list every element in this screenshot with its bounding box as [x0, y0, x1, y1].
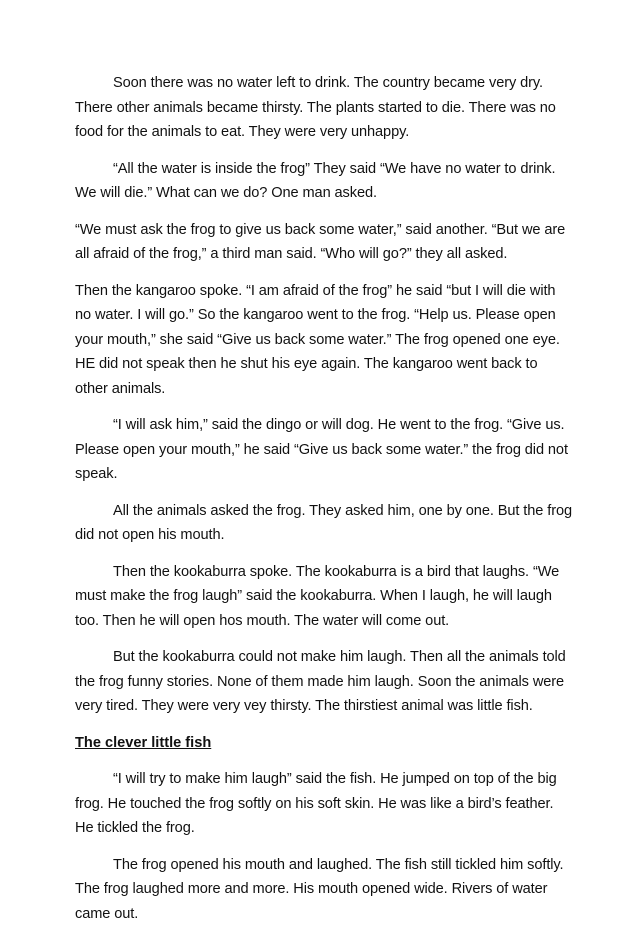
paragraph-1: Soon there was no water left to drink. The country became very dry. There other animals became thirsty. The plants started to die. There was no food for the animals to eat. They were very unhappy. [75, 71, 572, 145]
paragraph-7: Then the kookaburra spoke. The kookaburra is a bird that laughs. “We must make the frog laugh” said the kookaburra. When I laugh, he will laugh too. Then he will open hos mouth. The water will come out. [75, 560, 572, 634]
paragraph-4: Then the kangaroo spoke. “I am afraid of the frog” he said “but I will die with no water. I will go.” So the kangaroo went to the frog. “Help us. Please open your mouth,” she said “Give us back some water.” The frog opened one eye. HE did not speak then he shut his eye again. The kangaroo went back to other animals. [75, 279, 572, 402]
paragraph-8: But the kookaburra could not make him laugh. Then all the animals told the frog funny stories. None of them made him laugh. Soon the animals were very tired. They were very vey thirsty. The thirstiest animal was little fish. [75, 645, 572, 719]
paragraph-3: “We must ask the frog to give us back some water,” said another. “But we are all afraid of the frog,” a third man said. “Who will go?” they all asked. [75, 218, 572, 267]
paragraph-5: “I will ask him,” said the dingo or will dog. He went to the frog. “Give us. Please open your mouth,” he said “Give us back some water.” the frog did not speak. [75, 413, 572, 487]
paragraph-2: “All the water is inside the frog” They said “We have no water to drink. We will die.” What can we do? One man asked. [75, 157, 572, 206]
section-heading: The clever little fish [75, 731, 572, 756]
paragraph-6: All the animals asked the frog. They asked him, one by one. But the frog did not open his mouth. [75, 499, 572, 548]
paragraph-9: “I will try to make him laugh” said the fish. He jumped on top of the big frog. He touched the frog softly on his soft skin. He was like a bird’s feather. He tickled the frog. [75, 767, 572, 841]
paragraph-10: The frog opened his mouth and laughed. The fish still tickled him softly. The frog laughed more and more. His mouth opened wide. Rivers of water came out. [75, 853, 572, 926]
